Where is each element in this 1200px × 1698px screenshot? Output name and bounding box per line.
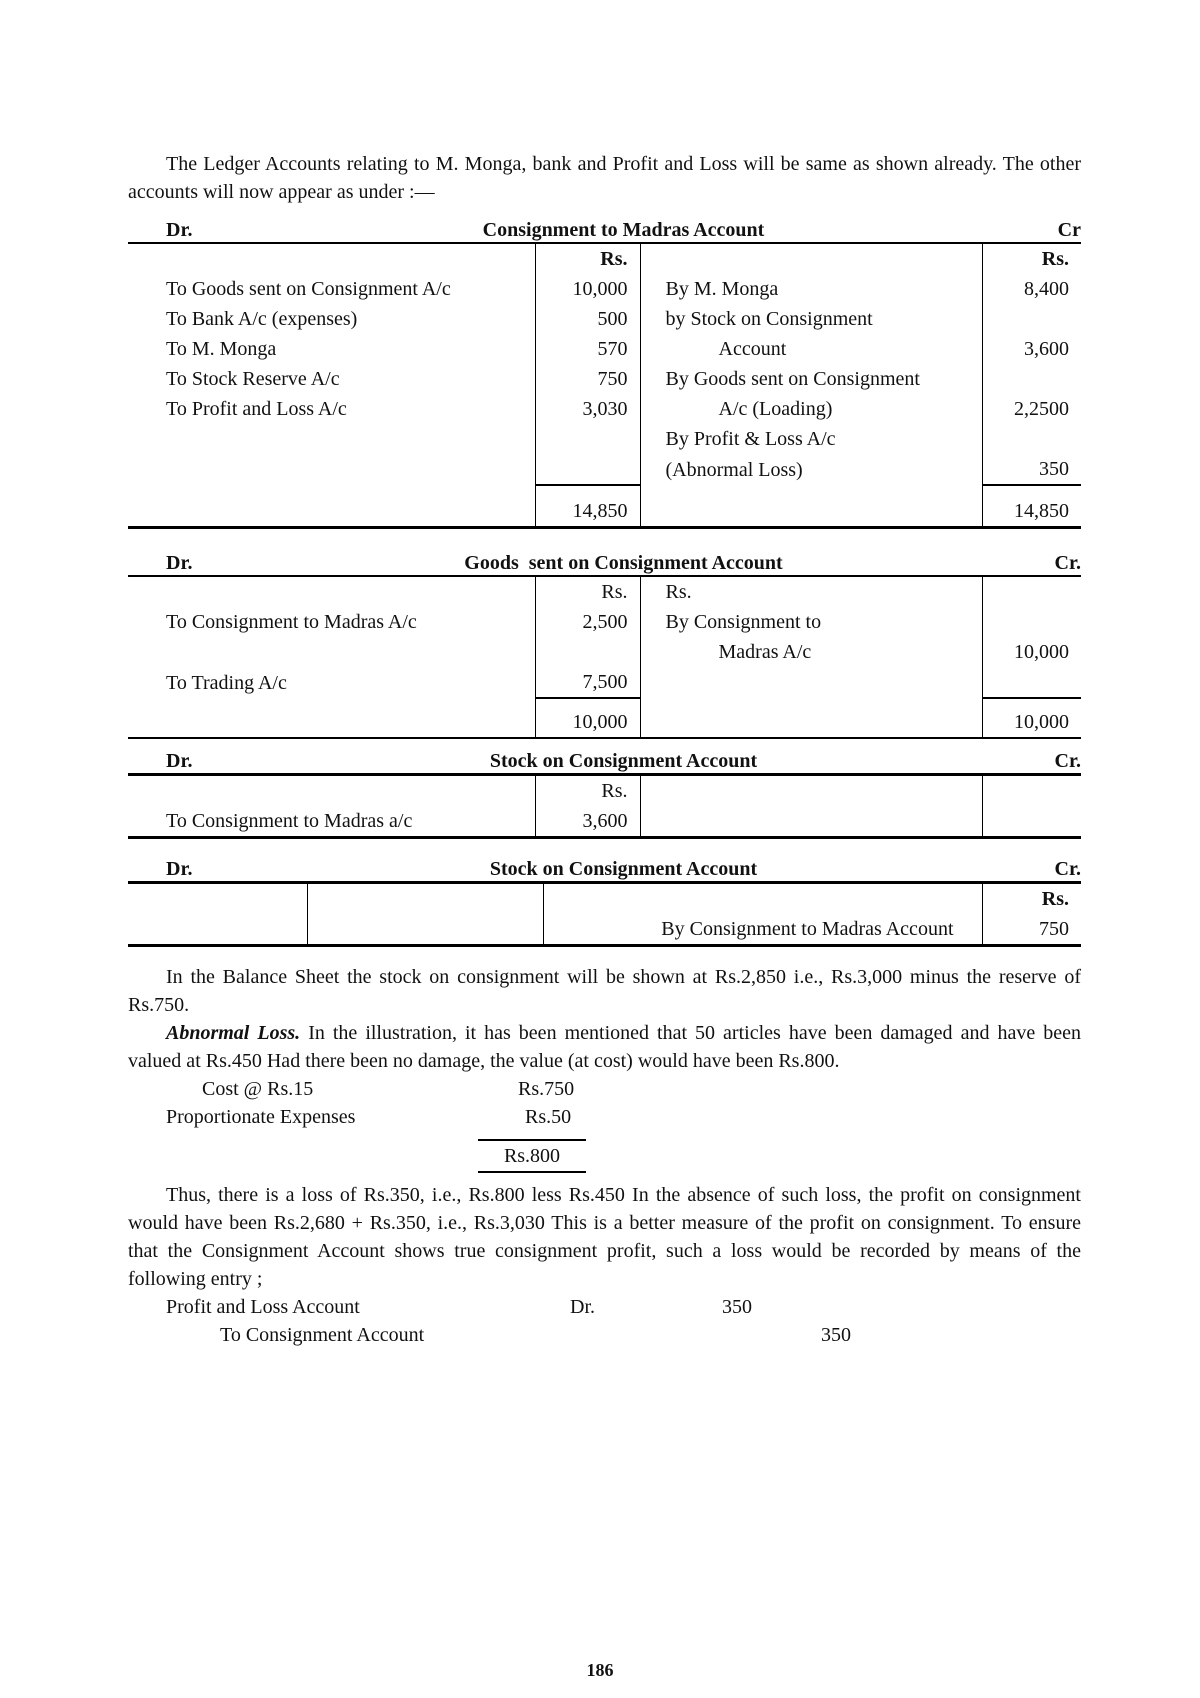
table-row xyxy=(128,334,1081,364)
rs-heading: Rs. xyxy=(982,243,1081,274)
calc-label: Cost @ Rs.15 xyxy=(202,1078,314,1100)
credit-total: 14,850 xyxy=(982,485,1081,528)
journal-debit-account: Profit and Loss Account xyxy=(166,1296,360,1318)
stock-account-header-2 xyxy=(128,853,1081,881)
account-title: Consignment to Madras Account xyxy=(482,219,765,241)
debit-amount: 10,000 xyxy=(535,274,640,304)
rs-heading: Rs. xyxy=(982,883,1081,915)
table-row xyxy=(128,274,1081,304)
table-row xyxy=(128,607,1081,637)
cr-label: Cr. xyxy=(1054,750,1081,772)
dr-label: Dr. xyxy=(166,219,193,241)
dr-label: Dr. xyxy=(166,552,193,574)
rs-heading: Rs. xyxy=(640,576,982,607)
credit-total: 10,000 xyxy=(982,698,1081,738)
debit-entry: To Goods sent on Consignment A/c xyxy=(166,278,451,300)
debit-entry: To Trading A/c xyxy=(166,672,287,694)
table-row xyxy=(128,914,1081,946)
calc-amount: Rs.50 xyxy=(525,1106,572,1128)
credit-entry: (Abnormal Loss) xyxy=(640,454,982,485)
goods-sent-account-table xyxy=(128,575,1081,739)
dr-label: Dr. xyxy=(166,750,193,772)
table-row xyxy=(128,394,1081,424)
consignment-account-table xyxy=(128,242,1081,529)
credit-amount xyxy=(982,364,1081,394)
credit-entry: by Stock on Consignment xyxy=(640,304,982,334)
debit-entry: To Profit and Loss A/c xyxy=(166,398,347,420)
total-row xyxy=(128,698,1081,738)
calc-label: Proportionate Expenses xyxy=(166,1106,356,1128)
journal-credit-account: To Consignment Account xyxy=(220,1324,425,1346)
credit-entry: A/c (Loading) xyxy=(640,394,982,424)
debit-total: 10,000 xyxy=(535,698,640,738)
calc-amount: Rs.750 xyxy=(518,1078,575,1100)
credit-entry: By Consignment to xyxy=(640,607,982,637)
table-row xyxy=(128,364,1081,394)
stock-account-table xyxy=(128,773,1081,839)
account-title: Goods sent on Consignment Account xyxy=(464,552,783,574)
debit-entry: To Stock Reserve A/c xyxy=(166,368,340,390)
loss-explanation-paragraph: Thus, there is a loss of Rs.350, i.e., Rs.800 less Rs.450 In the absence of such loss, the profit on consignment would have been Rs.2,680 + Rs.350, i.e., Rs.3,030 This is a better measure of the profit on consignment. To ensure that the Consignment Account shows true consignment profit, such a loss would be recorded by means of the following entry ; xyxy=(128,1184,1081,1290)
debit-amount: 570 xyxy=(535,334,640,364)
credit-entry: By Goods sent on Consignment xyxy=(640,364,982,394)
table-row xyxy=(128,454,1081,485)
credit-amount: 8,400 xyxy=(982,274,1081,304)
cr-label: Cr. xyxy=(1054,552,1081,574)
total-row xyxy=(128,485,1081,528)
page-number: 186 xyxy=(586,1660,614,1680)
table-row xyxy=(128,304,1081,334)
account-title: Stock on Consignment Account xyxy=(489,858,758,880)
debit-amount: 7,500 xyxy=(535,667,640,698)
credit-amount: 350 xyxy=(982,454,1081,485)
calc-total: Rs.800 xyxy=(478,1139,586,1173)
credit-entry: Account xyxy=(640,334,982,364)
debit-entry: To Consignment to Madras A/c xyxy=(166,611,417,633)
goods-sent-account-header xyxy=(128,547,1081,575)
credit-amount: 3,600 xyxy=(982,334,1081,364)
calc-row xyxy=(128,1103,1081,1131)
journal-dr: Dr. xyxy=(570,1296,595,1318)
debit-entry: To M. Monga xyxy=(166,338,277,360)
journal-line xyxy=(128,1293,1081,1321)
debit-amount: 3,030 xyxy=(535,394,640,424)
cr-label: Cr xyxy=(1057,219,1081,241)
debit-entry: To Consignment to Madras a/c xyxy=(166,810,413,832)
stock-account-header xyxy=(128,745,1081,773)
journal-line xyxy=(128,1321,1081,1349)
abnormal-loss-text: In the illustration, it has been mentioned that 50 articles have been damaged and have been valued at Rs.450 Had there been no damage, the value (at cost) would have been Rs.800. xyxy=(128,1022,1081,1072)
credit-entry: Madras A/c xyxy=(640,637,982,667)
debit-amount: 500 xyxy=(535,304,640,334)
debit-amount: 750 xyxy=(535,364,640,394)
credit-amount xyxy=(982,424,1081,454)
credit-entry: By Profit & Loss A/c xyxy=(640,424,982,454)
credit-amount xyxy=(982,304,1081,334)
debit-amount: 3,600 xyxy=(535,806,640,838)
account-title: Stock on Consignment Account xyxy=(489,750,758,772)
debit-amount: 2,500 xyxy=(535,607,640,637)
journal-credit-amount: 350 xyxy=(821,1324,851,1346)
table-row xyxy=(128,667,1081,698)
credit-amount: 10,000 xyxy=(982,637,1081,667)
debit-entry: To Bank A/c (expenses) xyxy=(166,308,358,330)
consignment-account-header xyxy=(128,214,1081,242)
intro-paragraph: The Ledger Accounts relating to M. Monga, bank and Profit and Loss will be same as shown already. The other accounts will now appear as under :— xyxy=(128,153,1081,203)
credit-amount: 2,2500 xyxy=(982,394,1081,424)
abnormal-loss-paragraph xyxy=(128,1019,1081,1075)
rs-heading: Rs. xyxy=(535,576,640,607)
balance-sheet-paragraph: In the Balance Sheet the stock on consignment will be shown at Rs.2,850 i.e., Rs.3,000 minus the reserve of Rs.750. xyxy=(128,966,1081,1016)
rs-heading: Rs. xyxy=(535,243,640,274)
table-row xyxy=(128,806,1081,838)
credit-amount: 750 xyxy=(982,914,1081,946)
rs-heading: Rs. xyxy=(535,775,640,807)
table-row xyxy=(128,637,1081,667)
credit-entry: By Consignment to Madras Account xyxy=(543,914,982,946)
stock-account-table-2 xyxy=(128,881,1081,947)
cr-label: Cr. xyxy=(1054,858,1081,880)
credit-entry: By M. Monga xyxy=(640,274,982,304)
calc-total-row xyxy=(128,1131,1081,1171)
table-row xyxy=(128,424,1081,454)
debit-total: 14,850 xyxy=(535,485,640,528)
dr-label: Dr. xyxy=(166,858,193,880)
calc-row xyxy=(128,1075,1081,1103)
abnormal-loss-heading: Abnormal Loss. xyxy=(166,1022,301,1044)
journal-debit-amount: 350 xyxy=(722,1296,752,1318)
page-content xyxy=(128,150,1081,1349)
